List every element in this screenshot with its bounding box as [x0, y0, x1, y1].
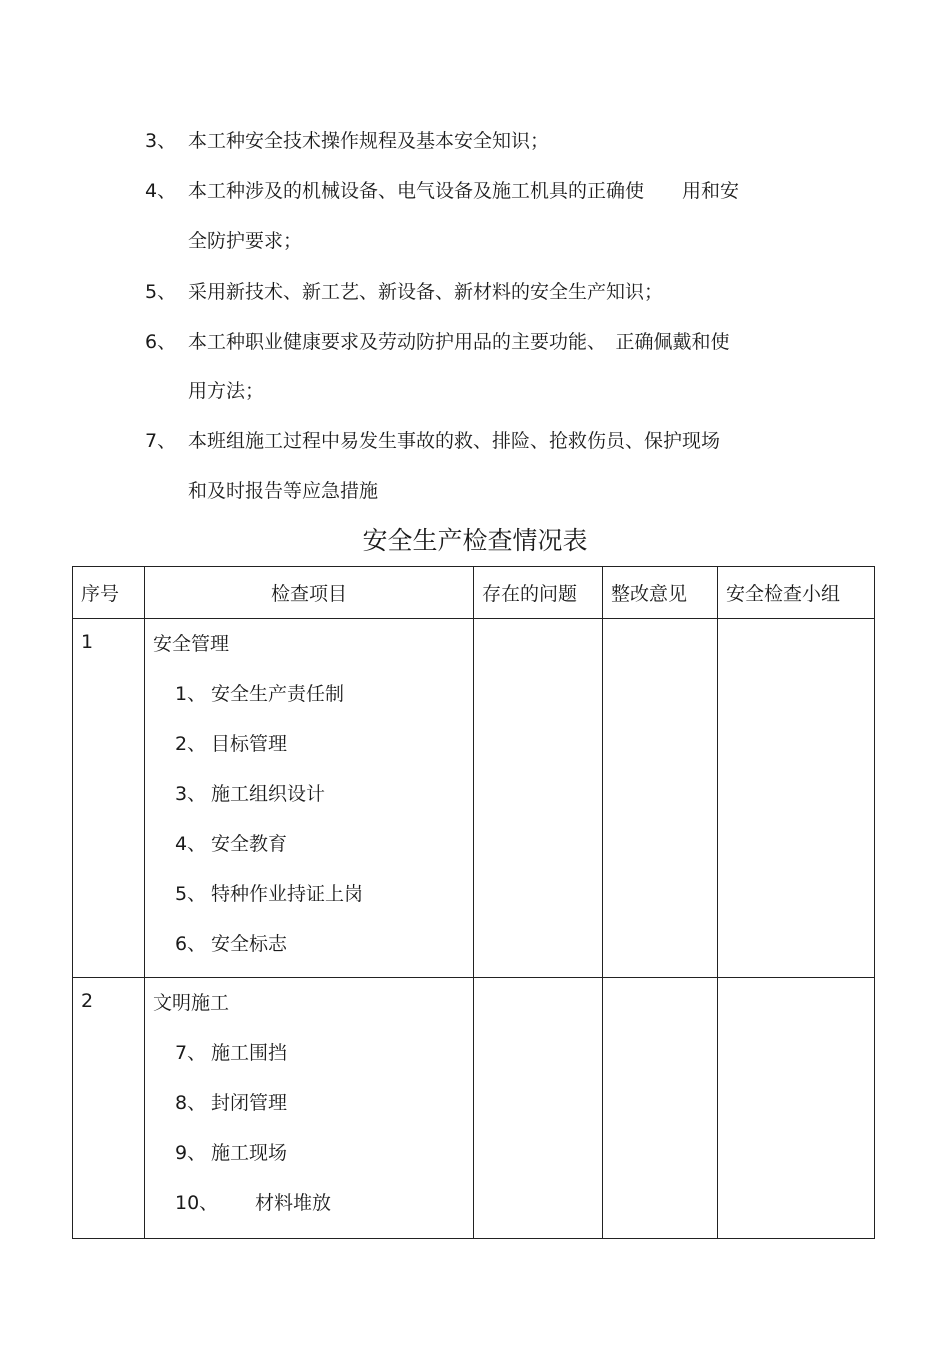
sub-text: 施工围挡 — [211, 1042, 288, 1064]
sub-item — [153, 1016, 473, 1066]
row-serial: 2 — [73, 978, 145, 1239]
sub-item — [153, 707, 473, 757]
list-text: 本工种涉及的机械设备、电气设备及施工机具的正确使 用和安 — [188, 180, 740, 202]
header-inspection-team: 安全检查小组 — [718, 567, 875, 619]
sub-number: 9、 — [175, 1142, 207, 1164]
check-item-cell — [145, 619, 474, 978]
sub-text: 安全生产责任制 — [211, 683, 345, 705]
sub-text: 施工组织设计 — [211, 783, 326, 805]
sub-text: 目标管理 — [211, 733, 288, 755]
group-title: 安全管理 — [153, 633, 230, 655]
sub-number: 4、 — [175, 833, 207, 855]
sub-number: 5、 — [175, 883, 207, 905]
sub-item — [153, 1166, 473, 1216]
table-row — [73, 619, 875, 978]
list-text-continued: 和及时报告等应急措施 — [188, 480, 379, 502]
sub-item — [153, 857, 473, 907]
sub-text: 特种作业持证上岗 — [211, 883, 364, 905]
sub-number: 1、 — [175, 683, 207, 705]
sub-number: 6、 — [175, 933, 207, 955]
inspection-team-cell[interactable] — [718, 619, 875, 978]
sub-item — [153, 807, 473, 857]
list-number: 7、 — [145, 430, 177, 452]
sub-item — [153, 1116, 473, 1166]
table-row — [73, 978, 875, 1239]
list-number: 3、 — [145, 130, 177, 152]
sub-item — [153, 1066, 473, 1116]
problems-cell[interactable] — [474, 619, 603, 978]
list-text: 本班组施工过程中易发生事故的救、排险、抢救伤员、保护现场 — [188, 430, 721, 452]
rectification-cell[interactable] — [603, 619, 718, 978]
rectification-cell[interactable] — [603, 978, 718, 1239]
header-serial: 序号 — [73, 567, 145, 619]
sub-item — [153, 657, 473, 707]
header-rectification: 整改意见 — [603, 567, 718, 619]
header-problems: 存在的问题 — [474, 567, 603, 619]
list-number: 6、 — [145, 331, 177, 353]
sub-number: 7、 — [175, 1042, 207, 1064]
list-text: 本工种安全技术操作规程及基本安全知识； — [188, 130, 550, 152]
sub-text: 封闭管理 — [211, 1092, 288, 1114]
sub-item — [153, 907, 473, 957]
list-text-continued: 全防护要求； — [188, 230, 303, 252]
row-serial: 1 — [73, 619, 145, 978]
table-title: 安全生产检查情况表 — [362, 526, 588, 555]
list-number: 5、 — [145, 281, 177, 303]
list-number: 4、 — [145, 180, 177, 202]
sub-text: 安全教育 — [211, 833, 288, 855]
problems-cell[interactable] — [474, 978, 603, 1239]
sub-text: 材料堆放 — [255, 1192, 332, 1214]
sub-number: 3、 — [175, 783, 207, 805]
sub-number: 8、 — [175, 1092, 207, 1114]
group-title: 文明施工 — [153, 992, 230, 1014]
check-item-cell — [145, 978, 474, 1239]
inspection-team-cell[interactable] — [718, 978, 875, 1239]
inspection-table — [72, 566, 875, 1239]
header-check-item: 检查项目 — [145, 567, 474, 619]
list-text: 采用新技术、新工艺、新设备、新材料的安全生产知识； — [188, 281, 664, 303]
sub-number: 10、 — [175, 1192, 219, 1214]
table-header-row — [73, 567, 875, 619]
sub-number: 2、 — [175, 733, 207, 755]
sub-item — [153, 757, 473, 807]
list-text: 本工种职业健康要求及劳动防护用品的主要功能、 正确佩戴和使 — [188, 331, 730, 353]
list-text-continued: 用方法； — [188, 380, 265, 402]
sub-text: 施工现场 — [211, 1142, 288, 1164]
sub-text: 安全标志 — [211, 933, 288, 955]
